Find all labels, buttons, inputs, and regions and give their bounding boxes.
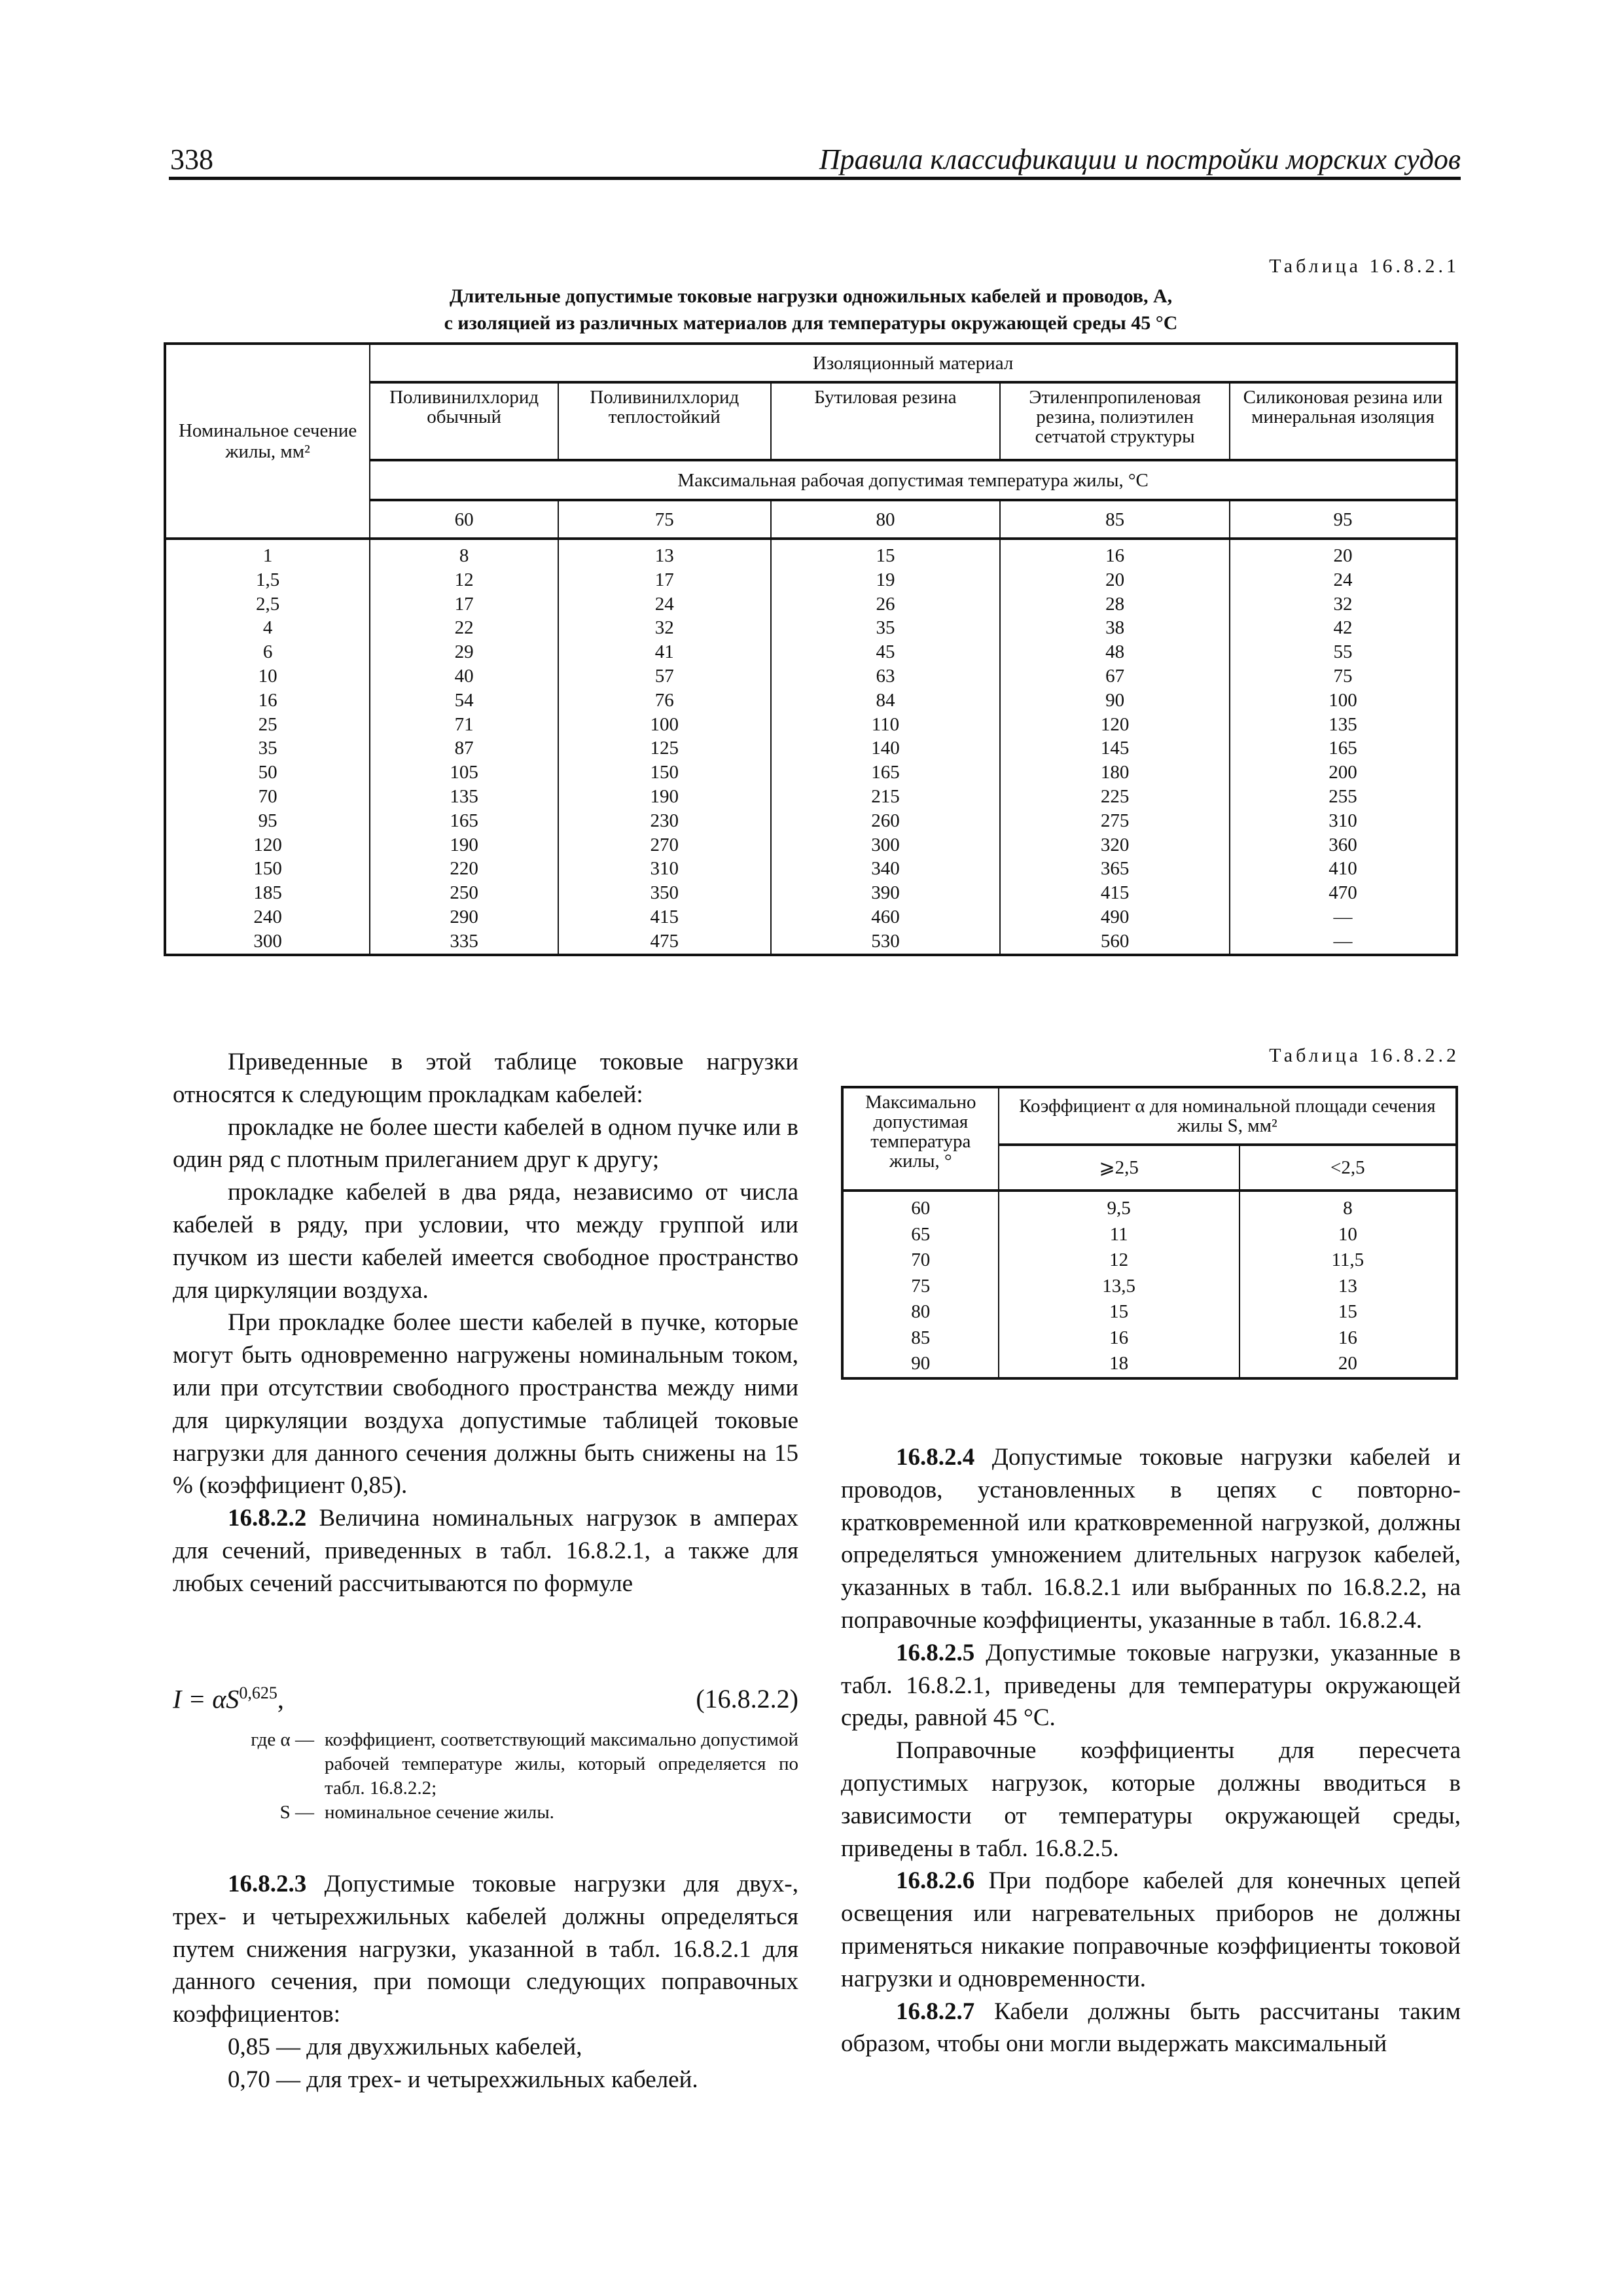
section-header: Номинальное сечение жилы, мм² xyxy=(165,344,370,539)
table-cell: 6 xyxy=(262,641,273,663)
table-cell: — xyxy=(1333,906,1353,927)
table-cell: 185 xyxy=(253,882,282,904)
table-cell: 215 xyxy=(871,785,900,807)
material-header-cell: Поливинилхлорид обычный xyxy=(370,382,558,460)
table-cell: 490 xyxy=(1100,906,1130,927)
table-cell: 13,5 xyxy=(1102,1275,1136,1297)
table-cell: 38 xyxy=(1105,617,1125,639)
table-cell: 320 xyxy=(1100,834,1130,855)
table-cell: 67 xyxy=(1105,665,1125,687)
coef-header: Коэффициент α для номинальной площади сечения жилы S, мм² xyxy=(999,1087,1457,1145)
header-rule xyxy=(169,177,1461,180)
table-cell: 255 xyxy=(1329,785,1357,807)
temp-header-cell: 85 xyxy=(1000,500,1230,539)
table-cell: 13 xyxy=(1338,1275,1357,1297)
table-cell: 42 xyxy=(1333,617,1353,639)
paragraph xyxy=(841,1441,1461,1637)
table-cell: 135 xyxy=(450,785,478,807)
table-cell: 12 xyxy=(1109,1249,1129,1270)
table-cell: 75 xyxy=(911,1275,931,1297)
current-column xyxy=(1230,539,1457,955)
table-cell: 40 xyxy=(454,665,474,687)
table-cell: 560 xyxy=(1100,930,1130,952)
table-cell: 87 xyxy=(454,738,474,759)
column-temps xyxy=(842,1191,999,1378)
column-lt xyxy=(1240,1191,1457,1378)
paragraph-text: Поправочные коэффициенты для пересчета допустимых нагрузок, которые должны вводиться в зависимости от температуры окружающей среды, приведены в табл. 16.8.2.5. xyxy=(841,1737,1461,1862)
section-number: 16.8.2.6 xyxy=(896,1867,975,1895)
table-cell: 20 xyxy=(1338,1353,1357,1374)
table2-label: Таблица 16.8.2.2 xyxy=(1269,1045,1459,1066)
legend-definition: коэффициент, соответствующий максимально допустимой рабочей температуре жилы, который определяется по табл. 16.8.2.2; xyxy=(325,1729,798,1799)
table-cell: 310 xyxy=(1329,810,1357,831)
paragraph-text: Приведенные в этой таблице токовые нагрузки относятся к следующим прокладкам кабелей: xyxy=(173,1049,798,1108)
table-cell: 29 xyxy=(454,641,474,663)
table-cell: 25 xyxy=(258,713,277,735)
table-cell: 120 xyxy=(253,834,282,855)
paragraph xyxy=(173,1046,798,1111)
formula-number: (16.8.2.2) xyxy=(696,1684,798,1713)
table-cell: 95 xyxy=(258,810,277,831)
paragraph-text: Кабели должны быть рассчитаны таким образом, чтобы они могли выдержать максимальный xyxy=(841,1998,1461,2058)
table-cell: 310 xyxy=(650,858,679,880)
paragraph xyxy=(173,2031,798,2064)
table-cell: 190 xyxy=(650,785,679,807)
table-cell: 460 xyxy=(871,906,900,927)
paragraph-text: При подборе кабелей для конечных цепей освещения или нагревательных приборов не должны применяться никакие поправочные коэффициенты токовой нагрузки и одновременности. xyxy=(841,1867,1461,1992)
temp-header-cell: 95 xyxy=(1230,500,1457,539)
table-cell: 100 xyxy=(650,713,679,735)
table-cell: 260 xyxy=(871,810,900,831)
table-cell: 410 xyxy=(1329,858,1357,880)
table-cell: 415 xyxy=(1100,882,1130,904)
table-cell: 80 xyxy=(911,1301,931,1322)
material-header: Изоляционный материал xyxy=(370,344,1457,382)
table-cell: 16 xyxy=(1109,1327,1129,1348)
section-number: 16.8.2.5 xyxy=(896,1639,975,1666)
legend-definition: номинальное сечение жилы. xyxy=(325,1802,554,1823)
table-cell: 100 xyxy=(1329,689,1357,711)
table-cell: 335 xyxy=(450,930,478,952)
table-cell: 76 xyxy=(654,689,674,711)
paragraph-text: Допустимые токовые нагрузки кабелей и проводов, установленных в цепях с повторно-кратковременной или кратковременной нагрузкой, должны определяться умножением длительных нагрузок кабелей, указанных в табл. 16.8.2.1 или выбранных по 16.8.2.2, на поправочные коэффициенты, указанные в табл. 16.8.2.4. xyxy=(841,1444,1461,1634)
table-cell: 35 xyxy=(876,617,895,639)
paragraph-text: прокладке не более шести кабелей в одном пучке или в один ряд с плотным прилеганием друг к другу; xyxy=(173,1113,798,1174)
section-number: 16.8.2.7 xyxy=(896,1998,975,2025)
table-cell: 48 xyxy=(1105,641,1125,663)
left-column-text-2 xyxy=(173,1868,798,2096)
table-cell: 57 xyxy=(654,665,674,687)
table2 xyxy=(841,1086,1458,1380)
table-cell: 1 xyxy=(262,545,273,566)
table-cell: 125 xyxy=(650,738,679,759)
table-cell: 70 xyxy=(258,785,277,807)
table1 xyxy=(164,342,1458,956)
table-cell: 220 xyxy=(450,858,478,880)
temp-header: Максимальная рабочая допустимая температура жилы, °С xyxy=(370,460,1457,500)
table-cell: 12 xyxy=(454,569,474,590)
table1-caption xyxy=(164,283,1458,336)
temp-header-cell: 75 xyxy=(558,500,771,539)
table-cell: 4 xyxy=(262,617,273,639)
formula-tail: , xyxy=(277,1684,284,1714)
table-cell: 24 xyxy=(654,593,674,615)
table-cell: 70 xyxy=(911,1249,931,1270)
sub-header-ge: ⩾2,5 xyxy=(999,1145,1240,1191)
table-cell: 50 xyxy=(258,762,277,783)
table-cell: 8 xyxy=(1343,1198,1353,1219)
table-cell: 26 xyxy=(876,593,895,615)
paragraph-text: 0,85 — для двухжильных кабелей, xyxy=(228,2033,582,2060)
formula-legend xyxy=(216,1728,798,1825)
table-cell: 105 xyxy=(450,762,478,783)
current-column xyxy=(1000,539,1230,955)
table-cell: 350 xyxy=(650,882,679,904)
table-cell: 275 xyxy=(1100,810,1130,831)
table-cell: 15 xyxy=(1109,1301,1129,1322)
table-cell: 165 xyxy=(450,810,478,831)
table-cell: 15 xyxy=(1338,1301,1357,1322)
material-header-cell: Этиленпропиленовая резина, полиэтилен сетчатой структуры xyxy=(1000,382,1230,460)
material-header-cell: Силиконовая резина или минеральная изоляция xyxy=(1230,382,1457,460)
sub-header-lt: <2,5 xyxy=(1240,1145,1457,1191)
table-cell: 270 xyxy=(650,834,679,855)
table-cell: 110 xyxy=(871,713,900,735)
table-cell: 20 xyxy=(1105,569,1125,590)
caption-line: Длительные допустимые токовые нагрузки одножильных кабелей и проводов, А, xyxy=(449,285,1173,307)
table-cell: 230 xyxy=(650,810,679,831)
paragraph xyxy=(841,1996,1461,2061)
table-cell: 300 xyxy=(871,834,900,855)
table1-label: Таблица 16.8.2.1 xyxy=(1269,255,1459,277)
table-cell: 150 xyxy=(650,762,679,783)
section-number: 16.8.2.3 xyxy=(228,1871,307,1897)
table-cell: 365 xyxy=(1100,858,1130,880)
table-cell: 165 xyxy=(1329,738,1357,759)
table-cell: 10 xyxy=(258,665,277,687)
table-cell: 290 xyxy=(450,906,478,927)
formula xyxy=(173,1683,798,1714)
paragraph xyxy=(841,1637,1461,1734)
current-column xyxy=(370,539,558,955)
paragraph xyxy=(173,1176,798,1306)
table-cell: 10 xyxy=(1338,1223,1357,1245)
table-cell: 90 xyxy=(1105,689,1125,711)
table-cell: 65 xyxy=(911,1223,931,1245)
table-cell: 145 xyxy=(1100,738,1130,759)
table-cell: 24 xyxy=(1333,569,1353,590)
page-number: 338 xyxy=(170,143,213,175)
table-cell: 165 xyxy=(871,762,900,783)
material-header-cell: Бутиловая резина xyxy=(771,382,1001,460)
legend-row xyxy=(216,1801,798,1825)
table-cell: 54 xyxy=(454,689,474,711)
caption-line: с изоляцией из различных материалов для температуры окружающей среды 45 °С xyxy=(444,312,1178,334)
current-column xyxy=(771,539,1001,955)
table-cell: — xyxy=(1333,930,1353,952)
table-cell: 150 xyxy=(253,858,282,880)
paragraph-text: прокладке кабелей в два ряда, независимо от числа кабелей в ряду, при условии, что между группой или пучком из шести кабелей имеется свободное пространство для циркуляции воздуха. xyxy=(173,1179,798,1304)
right-column-text xyxy=(841,1441,1461,2060)
table-cell: 135 xyxy=(1329,713,1357,735)
paragraph-text: 0,70 — для трех- и четырехжильных кабелей. xyxy=(228,2066,698,2093)
table-cell: 17 xyxy=(454,593,474,615)
section-number: 16.8.2.2 xyxy=(228,1505,307,1532)
table-cell: 360 xyxy=(1329,834,1357,855)
table-cell: 1,5 xyxy=(256,569,280,590)
table-cell: 180 xyxy=(1100,762,1130,783)
paragraph xyxy=(173,1111,798,1177)
formula-expression: I = αS xyxy=(173,1684,240,1714)
table-cell: 90 xyxy=(911,1353,931,1374)
legend-symbol: где α — xyxy=(251,1729,314,1750)
table-cell: 200 xyxy=(1329,762,1357,783)
table-cell: 19 xyxy=(876,569,895,590)
section-number: 16.8.2.4 xyxy=(896,1444,975,1471)
temp-header-cell: 60 xyxy=(370,500,558,539)
formula-exponent: 0,625 xyxy=(239,1683,277,1702)
table-cell: 190 xyxy=(450,834,478,855)
table-cell: 75 xyxy=(1333,665,1353,687)
table-cell: 15 xyxy=(876,545,895,566)
table-cell: 120 xyxy=(1100,713,1130,735)
table-cell: 22 xyxy=(454,617,474,639)
table-cell: 16 xyxy=(1105,545,1125,566)
table-cell: 530 xyxy=(871,930,900,952)
section-column xyxy=(165,539,370,955)
table-cell: 11,5 xyxy=(1331,1249,1364,1270)
table-cell: 140 xyxy=(871,738,900,759)
table-cell: 60 xyxy=(911,1198,931,1219)
current-column xyxy=(558,539,771,955)
table-cell: 16 xyxy=(258,689,277,711)
table-cell: 415 xyxy=(650,906,679,927)
table-cell: 16 xyxy=(1338,1327,1357,1348)
running-title: Правила классификации и постройки морских судов xyxy=(819,143,1461,175)
table-cell: 240 xyxy=(253,906,282,927)
table-cell: 63 xyxy=(876,665,895,687)
table-cell: 475 xyxy=(650,930,679,952)
material-header-cell: Поливинилхлорид теплостойкий xyxy=(558,382,771,460)
max-temp-header: Максимально допустимая температура жилы, ° xyxy=(842,1087,999,1191)
table-cell: 2,5 xyxy=(256,593,280,615)
paragraph xyxy=(173,1306,798,1502)
table-cell: 35 xyxy=(258,738,277,759)
table-cell: 340 xyxy=(871,858,900,880)
temp-header-cell: 80 xyxy=(771,500,1001,539)
paragraph xyxy=(173,1502,798,1600)
table-cell: 71 xyxy=(454,713,474,735)
column-ge xyxy=(999,1191,1240,1378)
table-cell: 9,5 xyxy=(1107,1198,1131,1219)
paragraph xyxy=(841,1734,1461,1865)
table-cell: 8 xyxy=(459,545,469,566)
paragraph xyxy=(173,1868,798,2031)
table-cell: 32 xyxy=(1333,593,1353,615)
legend-row xyxy=(216,1728,798,1801)
table-cell: 32 xyxy=(654,617,674,639)
table-cell: 20 xyxy=(1333,545,1353,566)
left-column-text xyxy=(173,1046,798,1600)
paragraph xyxy=(841,1865,1461,1995)
table-cell: 41 xyxy=(654,641,674,663)
table-cell: 250 xyxy=(450,882,478,904)
table-cell: 17 xyxy=(654,569,674,590)
table-cell: 18 xyxy=(1109,1353,1129,1374)
paragraph-text: Допустимые токовые нагрузки, указанные в табл. 16.8.2.1, приведены для температуры окружающей среды, равной 45 °С. xyxy=(841,1639,1461,1732)
table-cell: 85 xyxy=(911,1327,931,1348)
paragraph xyxy=(173,2064,798,2096)
table-cell: 45 xyxy=(876,641,895,663)
table-cell: 390 xyxy=(871,882,900,904)
table-cell: 11 xyxy=(1109,1223,1128,1245)
table-cell: 225 xyxy=(1100,785,1130,807)
paragraph-text: Допустимые токовые нагрузки для двух-, трех- и четырехжильных кабелей должны определяться путем снижения нагрузки, указанной в табл. 16.8.2.1 для данного сечения, при помощи следующих поправочных коэффициентов: xyxy=(173,1871,798,2028)
table-cell: 470 xyxy=(1329,882,1357,904)
legend-symbol: S — xyxy=(279,1802,314,1823)
paragraph-text: Величина номинальных нагрузок в амперах для сечений, приведенных в табл. 16.8.2.1, а также для любых сечений рассчитываются по формуле xyxy=(173,1505,798,1597)
table-cell: 13 xyxy=(654,545,674,566)
paragraph-text: При прокладке более шести кабелей в пучке, которые могут быть одновременно нагружены номинальным током, или при отсутствии свободного пространства между ними для циркуляции воздуха допустимые таблицей токовые нагрузки для данного сечения должны быть снижены на 15 % (коэффициент 0,85). xyxy=(173,1309,798,1499)
table-cell: 300 xyxy=(253,930,282,952)
table-cell: 55 xyxy=(1333,641,1353,663)
table-cell: 84 xyxy=(876,689,895,711)
table-cell: 28 xyxy=(1105,593,1125,615)
